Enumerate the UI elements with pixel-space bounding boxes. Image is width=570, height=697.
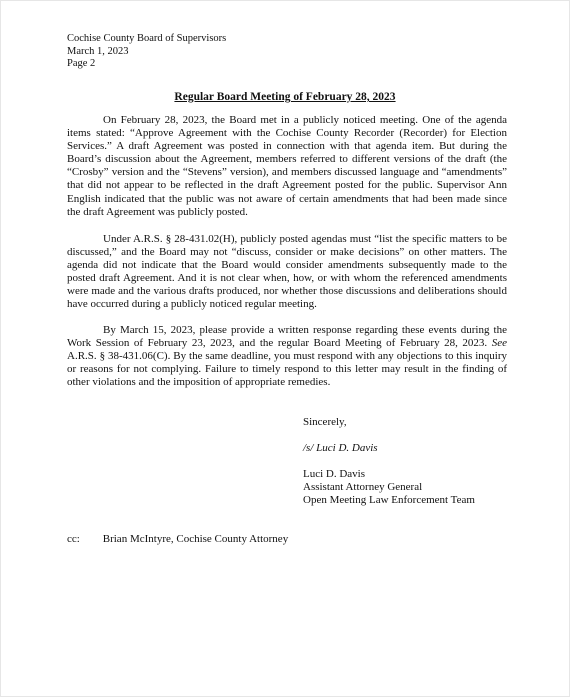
signature: /s/ Luci D. Davis (303, 442, 378, 454)
cc-label: cc: (67, 533, 80, 545)
paragraph-3-text-a: By March 15, 2023, please provide a written response regarding these events during the Work Session of February 23, 2023, and the regular Board Meeting of February 28, 2023. (67, 324, 507, 350)
letter-header (67, 33, 226, 71)
paragraph-2: Under A.R.S. § 28-431.02(H), publicly posted agendas must “list the specific matters to be discussed,” and the Board may not “discuss, consider or make decisions” on other matters. The agenda did not indicate that the Board would consider amendments subsequently made to the posted draft Agreement. And it is not clear when, how, or with whom the referenced amendments were made and the various drafts produced, nor whether those discussions and deliberations should have occurred during a publicly noticed regular meeting. (67, 233, 507, 311)
closing: Sincerely, (303, 416, 347, 428)
signer-block (303, 468, 475, 507)
paragraph-3-text-b: A.R.S. § 38-431.06(C). By the same deadline, you must respond with any objections to this inquiry or reasons for not complying. Failure to timely respond to this letter may result in the finding of other violations and the imposition of appropriate remedies. (67, 350, 507, 389)
signer-title: Assistant Attorney General (303, 481, 423, 494)
paragraph-1: On February 28, 2023, the Board met in a publicly noticed meeting. One of the agenda items stated: “Approve Agreement with the Cochise County Recorder (Recorder) for Election Services.” A draft Agreement was posted in connection with that agenda item. But during the Board’s discussion about the Agreement, members referred to different versions of the draft (the “Crosby” version and the “Stevens” version), and members discussed language and “amendments” that did not appear to be reflected in the draft Agreement posted for the public. Supervisor Ann English indicated that the public was not aware of certain amendments that had been made since the draft Agreement was publicly posted. (67, 114, 507, 218)
header-page-number: Page 2 (67, 58, 96, 69)
paragraph-3-see: See (491, 337, 507, 350)
header-recipient: Cochise County Board of Supervisors (67, 33, 227, 44)
cc-line (67, 533, 288, 546)
signer-team: Open Meeting Law Enforcement Team (303, 494, 475, 507)
section-title: Regular Board Meeting of February 28, 2023 (174, 91, 396, 103)
signer-name: Luci D. Davis (303, 468, 366, 480)
paragraph-3 (67, 324, 507, 389)
header-date: March 1, 2023 (67, 45, 129, 57)
cc-recipient: Brian McIntyre, Cochise County Attorney (102, 533, 289, 545)
